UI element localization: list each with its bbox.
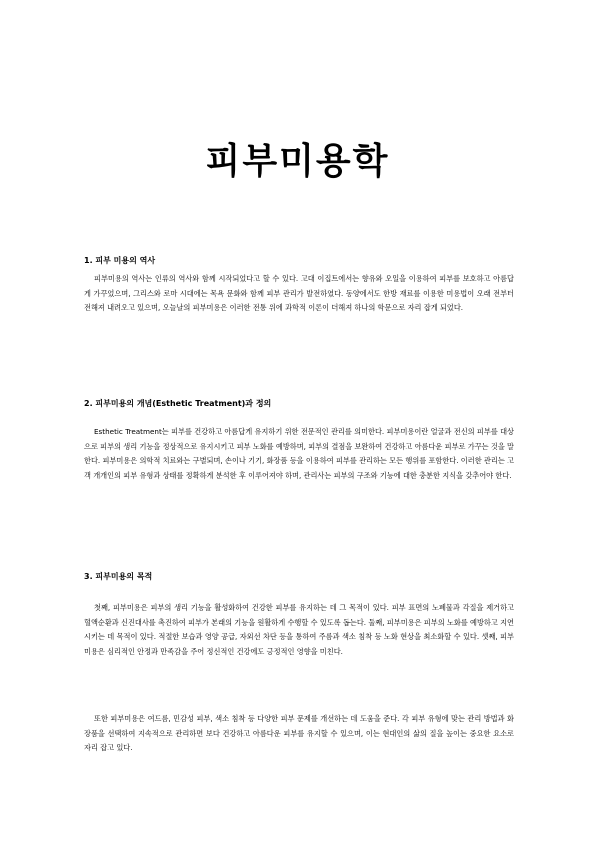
section-heading-history: 1. 피부 미용의 역사 — [84, 256, 156, 265]
section-heading-purpose: 3. 피부미용의 목적 — [84, 572, 153, 581]
paragraph-purpose-2: 또한 피부미용은 여드름, 민감성 피부, 색소 침착 등 다양한 피부 문제를 개선하는 데 도움을 준다. 각 피부 유형에 맞는 관리 방법과 화장품을 선택하여 지속적으로 관리하면 보다 건강하고 아름다운 피부를 유지할 수 있으며, 이는 현대인의 삶의 질을 높이는 중요한 요소로 자리 잡고 있다. — [84, 714, 514, 752]
section-heading-definition: 2. 피부미용의 개념(Esthetic Treatment)과 정의 — [84, 399, 272, 408]
paragraph-history: 피부미용의 역사는 인류의 역사와 함께 시작되었다고 할 수 있다. 고대 이집트에서는 향유와 오일을 이용하여 피부를 보호하고 아름답게 가꾸었으며, 그리스와 로마 시대에는 목욕 문화와 함께 피부 관리가 발전하였다. 동양에서도 한방 재료를 이용한 미용법이 오래 전부터 전해져 내려오고 있으며, 오늘날의 피부미용은 이러한 전통 위에 과학적 이론이 더해져 하나의 학문으로 자리 잡게 되었다. — [84, 274, 514, 312]
document-title: 피부미용학 — [205, 141, 390, 182]
paragraph-definition: Esthetic Treatment는 피부를 건강하고 아름답게 유지하기 위한 전문적인 관리를 의미한다. 피부미용이란 얼굴과 전신의 피부를 대상으로 피부의 생리 기능을 정상적으로 유지시키고 피부 노화를 예방하며, 피부의 결점을 보완하여 건강하고 아름다운 피부로 가꾸는 것을 말한다. 피부미용은 의학적 치료와는 구별되며, 손이나 기기, 화장품 등을 이용하여 피부를 관리하는 모든 행위를 포함한다. 이러한 관리는 고객 개개인의 피부 유형과 상태를 정확하게 분석한 후 이루어져야 하며, 관리사는 피부의 구조와 기능에 대한 충분한 지식을 갖추어야 한다. — [84, 427, 514, 480]
paragraph-purpose-1: 첫째, 피부미용은 피부의 생리 기능을 활성화하여 건강한 피부를 유지하는 데 그 목적이 있다. 피부 표면의 노폐물과 각질을 제거하고 혈액순환과 신진대사를 촉진하여 피부가 본래의 기능을 원활하게 수행할 수 있도록 돕는다. 둘째, 피부미용은 피부의 노화를 예방하고 지연시키는 데 목적이 있다. 적절한 보습과 영양 공급, 자외선 차단 등을 통하여 주름과 색소 침착 등 노화 현상을 최소화할 수 있다. 셋째, 피부미용은 심리적인 안정과 만족감을 주어 정신적인 건강에도 긍정적인 영향을 미친다. — [84, 603, 514, 656]
